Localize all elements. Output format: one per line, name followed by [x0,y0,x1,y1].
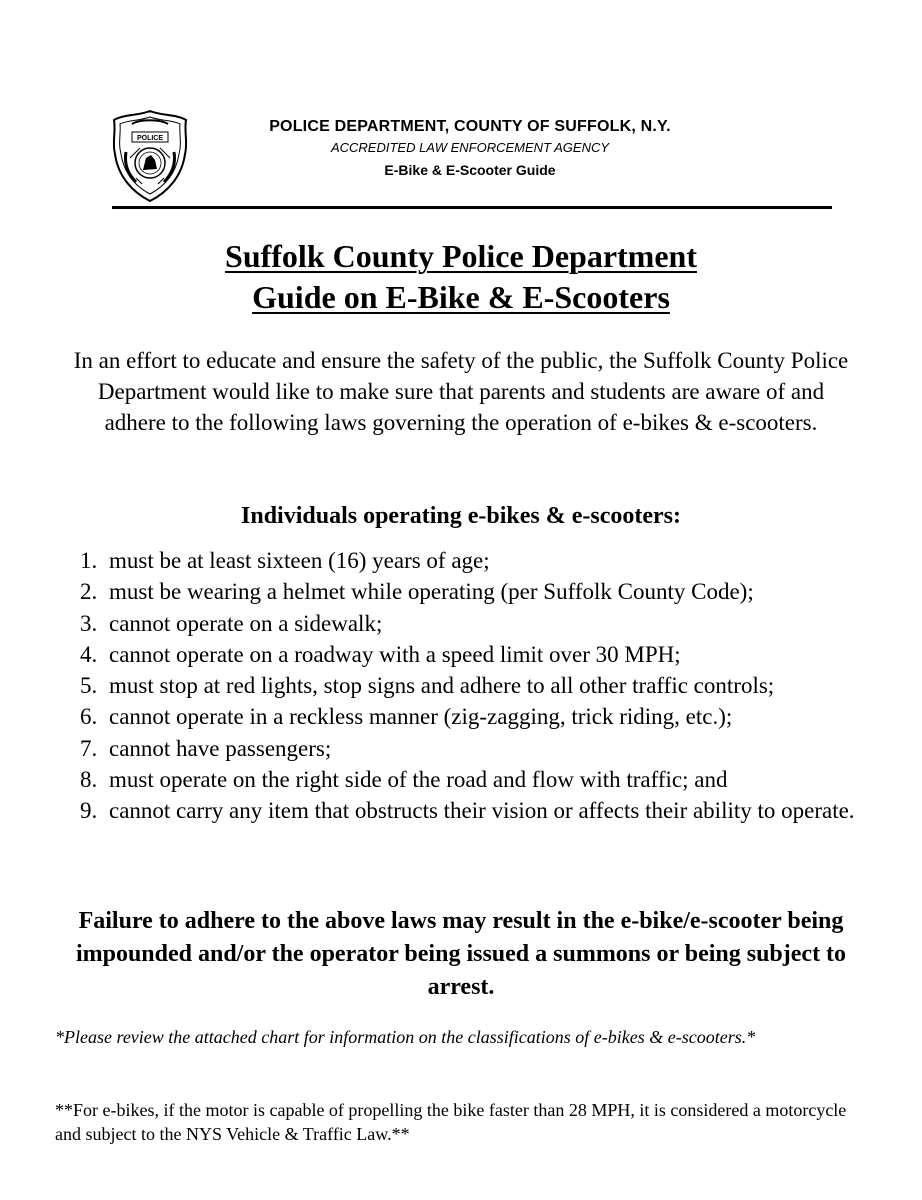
list-item [80,733,870,764]
title-line-2: Guide on E-Bike & E-Scooters [252,279,670,315]
list-text: must stop at red lights, stop signs and adhere to all other traffic controls; [109,673,775,699]
list-text: must operate on the right side of the road and flow with traffic; and [109,767,728,793]
header-divider [112,206,832,209]
list-text: cannot carry any item that obstructs their vision or affects their ability to operate. [109,798,855,824]
list-number: 2. [80,579,98,605]
title-line-1: Suffolk County Police Department [225,238,697,274]
list-item [80,608,870,639]
list-number: 8. [80,767,98,793]
list-text: must be wearing a helmet while operating (per Suffolk County Code); [109,579,754,605]
list-item [80,576,870,607]
rules-list [80,545,870,827]
list-number: 1. [80,548,98,573]
warning-paragraph: Failure to adhere to the above laws may result in the e-bike/e-scooter being impounded and/or the operator being issued a summons or being subject to arrest. [75,908,847,1000]
page-title [0,236,922,318]
list-item [80,670,870,701]
letterhead-text [210,116,730,182]
motorcycle-note: **For e-bikes, if the motor is capable of propelling the bike faster than 28 MPH, it is considered a motorcycle and subject to the NYS Vehicle & Traffic Law.** [55,1100,847,1144]
list-text: cannot operate on a roadway with a speed limit over 30 MPH; [109,641,681,667]
department-name: POLICE DEPARTMENT, COUNTY OF SUFFOLK, N.Y. [269,118,671,135]
letterhead [110,108,830,204]
list-item [80,639,870,670]
list-number: 6. [80,704,98,730]
list-number: 7. [80,735,98,761]
list-text: must be at least sixteen (16) years of age; [109,548,490,573]
list-item [80,701,870,732]
badge-text: POLICE [136,135,164,142]
police-badge-icon [110,108,190,204]
chart-note: *Please review the attached chart for information on the classifications of e-bikes & e-scooters.* [55,1027,756,1047]
list-number: 3. [80,610,98,636]
list-number: 9. [80,798,98,824]
list-item [80,764,870,795]
list-text: cannot have passengers; [109,735,332,761]
guide-label: E-Bike & E-Scooter Guide [384,162,556,178]
list-text: cannot operate on a sidewalk; [109,610,383,636]
agency-label: ACCREDITED LAW ENFORCEMENT AGENCY [330,140,610,155]
rules-heading: Individuals operating e-bikes & e-scooters: [241,503,681,529]
list-text: cannot operate in a reckless manner (zig-zagging, trick riding, etc.); [109,704,733,730]
list-number: 4. [80,641,98,667]
intro-paragraph: In an effort to educate and ensure the safety of the public, the Suffolk County Police Department would like to make sure that parents and students are aware of and adhere to the following laws governing the operation of e-bikes & e-scooters. [73,348,849,435]
list-number: 5. [80,673,98,699]
list-item [80,545,870,576]
list-item [80,795,870,826]
